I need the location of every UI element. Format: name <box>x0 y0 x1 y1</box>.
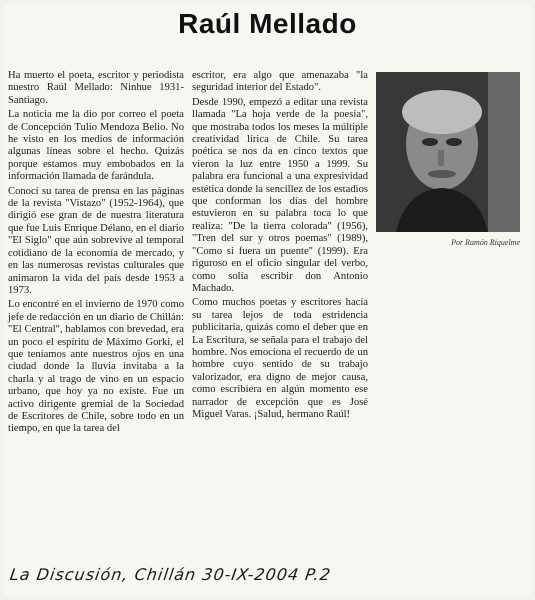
article-column-1 <box>8 70 184 438</box>
paragraph: Conocí su tarea de prensa en las páginas de la revista "Vistazo" (1952-1964), que dirigió ese gran de de nuestra literatura que fue Luis Enrique Délano, en el diario "El Siglo" que aún sobrevive al temporal cotidiano de la economía de mercado, y en las numerosas revistas culturales que animaron la vida del país desde 1953 a 1973. <box>8 185 184 296</box>
paragraph: escritor, era algo que amenazaba "la seguridad interior del Estado". <box>192 70 368 94</box>
author-photo <box>376 72 520 232</box>
paragraph: Desde 1990, empezó a editar una revista llamada "La hoja verde de la poesía", que mostraba todos los meses la múltiple creatividad lírica de Chile. Su tarea poética se nos da en cinco textos que vieron la luz entre 1950 a 1999. Su palabra era funcional a una expresividad estética donde la sencillez de los estadios que conforman los días del hombre estuvieron en su palabra toca lo que realiza: "De la tierra colorada" (1956), "Tren del sur y otros poemas" (1989), "Como si fuera un puente" (1999). Era riguroso en el oficio singular del verbo, como solía escribir don Antonio Machado. <box>192 96 368 294</box>
paragraph: Lo encontré en el invierno de 1970 como jefe de redacción en un diario de Chillán: "El Central", hablamos con brevedad, era un poco el espíritu de Máximo Gorki, el que teníamos ante nuestros ojos en una ciudad donde la lluvia invitaba a la charla y al trago de vino en un espacio urbano, que hoy ya no existe. Fue un activo dirigente gremial de la Sociedad de Escritores de Chile, sobre todo en un tiempo, en que la tarea del <box>8 299 184 435</box>
paragraph: La noticia me la dio por correo el poeta de Concepción Tulio Mendoza Belio. No he visto en los medios de información algunas líneas sobre el hecho. Quizás porque estamos muy embobados en la información llamada de farándula. <box>8 109 184 183</box>
article-headline: Raúl Mellado <box>178 8 357 39</box>
photo-caption: Por Ramón Riquelme <box>451 238 520 247</box>
handwritten-source-note: La Discusión, Chillán 30-IX-2004 P.2 <box>8 565 333 584</box>
article-column-2 <box>192 70 368 423</box>
paragraph: Ha muerto el poeta, escritor y periodista nuestro Raúl Mellado: Ninhue 1931- Santiago. <box>8 70 184 106</box>
paragraph: Como muchos poetas y escritores hacía su tarea lejos de toda estridencia publicitaria, quizás como el deber que en La Escritura, se señala para el trabajo del hombre. Nos emociona el recuerdo de un hombre cuyo sentido de su trabajo valorizador, era digno de mejor causa, como escribiera en algún momento ese narrador de excepción que es José Miguel Varas. ¡Salud, hermano Raúl! <box>192 297 368 420</box>
portrait-image <box>376 72 520 232</box>
